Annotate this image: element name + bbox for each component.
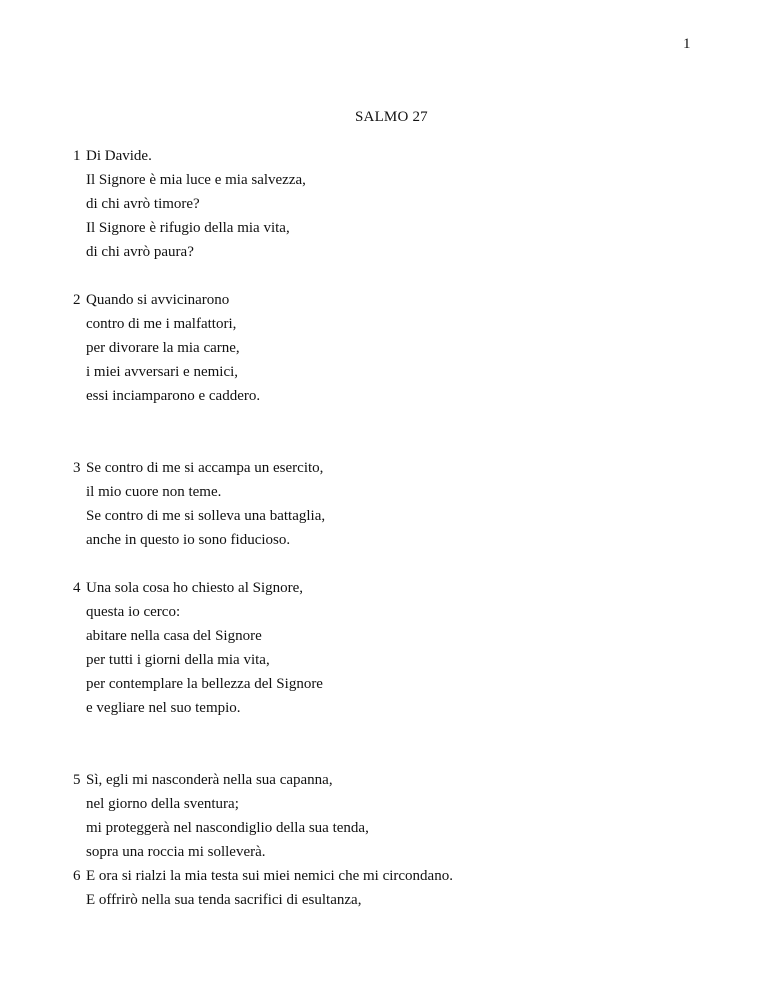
verse-6 [73,864,453,912]
verse-first-line [73,864,453,888]
verse-text: sopra una roccia mi solleverà. [86,844,266,860]
verse-text: questa io cerco: [86,604,181,620]
verse-text: di chi avrò timore? [86,196,200,212]
verse-text: E ora si rialzi la mia testa sui miei nemici che mi circondano. [86,868,453,884]
verse-text: di chi avrò paura? [86,244,194,260]
verse-number: 4 [73,580,81,596]
verse-number: 5 [73,772,81,788]
verse-line [86,504,325,528]
verse-number: 3 [73,460,81,476]
verse-number: 6 [73,868,81,884]
verse-line [86,312,260,336]
verse-text: nel giorno della sventura; [86,796,239,812]
verse-line [86,528,325,552]
verse-text: contro di me i malfattori, [86,316,237,332]
verse-line [86,192,306,216]
verse-line [86,240,306,264]
verse-text: anche in questo io sono fiducioso. [86,532,291,548]
verse-line [86,648,323,672]
verse-line [86,168,306,192]
verse-1 [73,144,306,264]
verse-text: per divorare la mia carne, [86,340,240,356]
verse-line [86,336,260,360]
verse-text: Di Davide. [86,148,152,164]
verse-text: i miei avversari e nemici, [86,364,239,380]
verse-line [86,384,260,408]
verse-line [86,840,369,864]
verse-text: Quando si avvicinarono [86,292,230,308]
verse-3 [73,456,326,552]
verse-text: abitare nella casa del Signore [86,628,262,644]
verse-number: 1 [73,148,81,164]
verse-first-line [73,288,260,312]
verse-line [86,600,323,624]
verse-text: Una sola cosa ho chiesto al Signore, [86,580,304,596]
verse-text: Il Signore è rifugio della mia vita, [86,220,290,236]
verse-line [86,696,323,720]
verse-first-line [73,144,306,168]
verse-2 [73,288,261,408]
verse-line [86,816,369,840]
verse-line [86,792,369,816]
verse-line [86,672,323,696]
verse-line [86,480,325,504]
verse-text: e vegliare nel suo tempio. [86,700,241,716]
verse-text: mi proteggerà nel nascondiglio della sua tenda, [86,820,369,836]
page-number: 1 [683,36,691,52]
verse-first-line [73,456,325,480]
verse-text: Se contro di me si solleva una battaglia, [86,508,326,524]
verse-4 [73,576,323,720]
verse-number: 2 [73,292,81,308]
verse-text: il mio cuore non teme. [86,484,222,500]
verse-line [86,888,453,912]
verse-text: per contemplare la bellezza del Signore [86,676,323,692]
verse-text: Il Signore è mia luce e mia salvezza, [86,172,306,188]
verse-5 [73,768,369,864]
verse-first-line [73,576,323,600]
psalm-title: SALMO 27 [355,109,428,125]
verse-line [86,216,306,240]
verse-text: essi inciamparono e caddero. [86,388,261,404]
verse-line [86,624,323,648]
verse-first-line [73,768,369,792]
verse-text: Se contro di me si accampa un esercito, [86,460,324,476]
verse-text: E offrirò nella sua tenda sacrifici di esultanza, [86,892,362,908]
verse-text: Sì, egli mi nasconderà nella sua capanna, [86,772,333,788]
verse-text: per tutti i giorni della mia vita, [86,652,270,668]
verse-line [86,360,260,384]
